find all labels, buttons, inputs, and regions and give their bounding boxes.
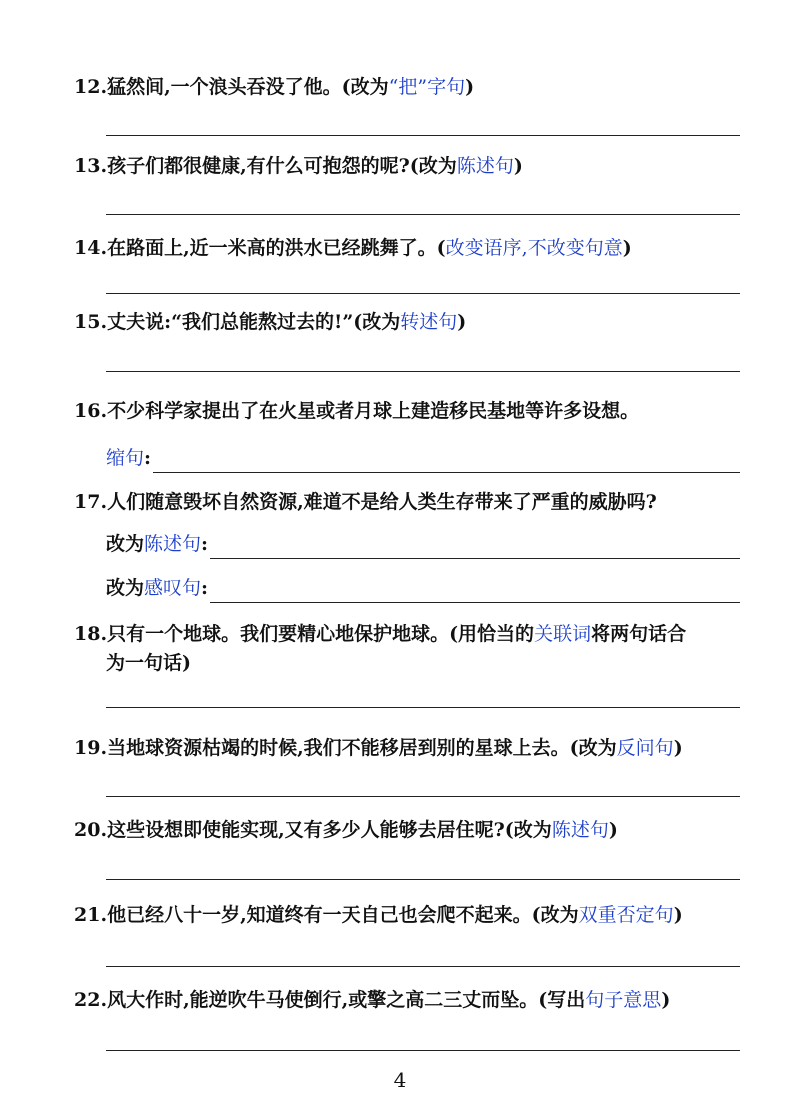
question-21	[74, 900, 754, 930]
question-17	[74, 487, 754, 517]
question-text: 只有一个地球。我们要精心地保护地球。(用恰当的	[107, 623, 535, 645]
fill-colon: :	[144, 447, 152, 469]
question-tail: )	[513, 155, 523, 177]
question-text: 风大作时,能逆吹牛马使倒行,或擎之高二三丈而坠。(写出	[107, 989, 586, 1011]
question-number: 13.	[74, 155, 108, 177]
fill-colon: :	[201, 533, 209, 555]
page-number: 4	[393, 1068, 407, 1092]
question-18-continued	[106, 648, 786, 678]
question-number: 16.	[74, 400, 108, 422]
question-text: 他已经八十一岁,知道终有一天自己也会爬不起来。(改为	[107, 904, 579, 926]
declarative-answer-field[interactable]	[106, 529, 740, 559]
question-number: 19.	[74, 737, 108, 759]
fill-hint: 感叹句	[144, 577, 202, 599]
question-tail: )	[457, 311, 467, 333]
question-hint: 句子意思	[585, 989, 662, 1011]
question-14	[74, 233, 754, 263]
fill-hint: 缩句	[106, 447, 145, 469]
question-text: 孩子们都很健康,有什么可抱怨的呢?(改为	[107, 155, 457, 177]
answer-line[interactable]	[210, 536, 740, 559]
fill-prefix: 改为	[106, 577, 145, 599]
question-18	[74, 619, 754, 649]
question-20	[74, 815, 754, 845]
exclamatory-answer-field[interactable]	[106, 573, 740, 603]
question-tail: )	[608, 819, 618, 841]
question-number: 21.	[74, 904, 108, 926]
question-tail: )	[673, 904, 683, 926]
question-text: 丈夫说:“我们总能熬过去的!”(改为	[107, 311, 401, 333]
question-tail: )	[465, 76, 475, 98]
question-tail: )	[661, 989, 671, 1011]
question-number: 20.	[74, 819, 108, 841]
question-hint: 关联词	[534, 623, 592, 645]
question-text-line2: 为一句话)	[106, 652, 191, 674]
answer-line[interactable]	[210, 580, 740, 603]
fill-prefix: 改为	[106, 533, 145, 555]
answer-line[interactable]	[106, 879, 740, 880]
answer-line[interactable]	[106, 293, 740, 294]
question-13	[74, 151, 754, 181]
question-text: 当地球资源枯竭的时候,我们不能移居到别的星球上去。(改为	[107, 737, 617, 759]
question-number: 22.	[74, 989, 108, 1011]
question-tail: )	[673, 737, 683, 759]
fill-colon: :	[201, 577, 209, 599]
answer-line[interactable]	[106, 796, 740, 797]
answer-line[interactable]	[106, 214, 740, 215]
answer-line[interactable]	[106, 371, 740, 372]
question-hint: 改变语序,不改变句意	[445, 237, 623, 259]
question-12	[74, 72, 754, 102]
condense-answer-field[interactable]	[106, 443, 740, 473]
fill-hint: 陈述句	[144, 533, 202, 555]
question-tail: )	[622, 237, 632, 259]
answer-line[interactable]	[106, 135, 740, 136]
question-number: 17.	[74, 491, 108, 513]
question-hint: 双重否定句	[578, 904, 674, 926]
question-number: 14.	[74, 237, 108, 259]
question-text: 人们随意毁坏自然资源,难道不是给人类生存带来了严重的威胁吗?	[107, 491, 657, 513]
question-number: 12.	[74, 76, 108, 98]
answer-line[interactable]	[106, 1050, 740, 1051]
question-hint: 陈述句	[456, 155, 514, 177]
question-hint: “把”字句	[388, 76, 466, 98]
question-19	[74, 733, 754, 763]
question-15	[74, 307, 754, 337]
question-text: 这些设想即使能实现,又有多少人能够去居住呢?(改为	[107, 819, 552, 841]
question-number: 15.	[74, 311, 108, 333]
question-tail: 将两句话合	[591, 623, 687, 645]
question-hint: 转述句	[400, 311, 458, 333]
question-hint: 陈述句	[551, 819, 609, 841]
question-text: 在路面上,近一米高的洪水已经跳舞了。(	[107, 237, 446, 259]
answer-line[interactable]	[106, 707, 740, 708]
question-hint: 反问句	[616, 737, 674, 759]
answer-line[interactable]	[153, 450, 740, 473]
question-16	[74, 396, 754, 426]
question-22	[74, 985, 754, 1015]
question-text: 不少科学家提出了在火星或者月球上建造移民基地等许多设想。	[107, 400, 640, 422]
answer-line[interactable]	[106, 966, 740, 967]
question-text: 猛然间,一个浪头吞没了他。(改为	[107, 76, 389, 98]
question-number: 18.	[74, 623, 108, 645]
